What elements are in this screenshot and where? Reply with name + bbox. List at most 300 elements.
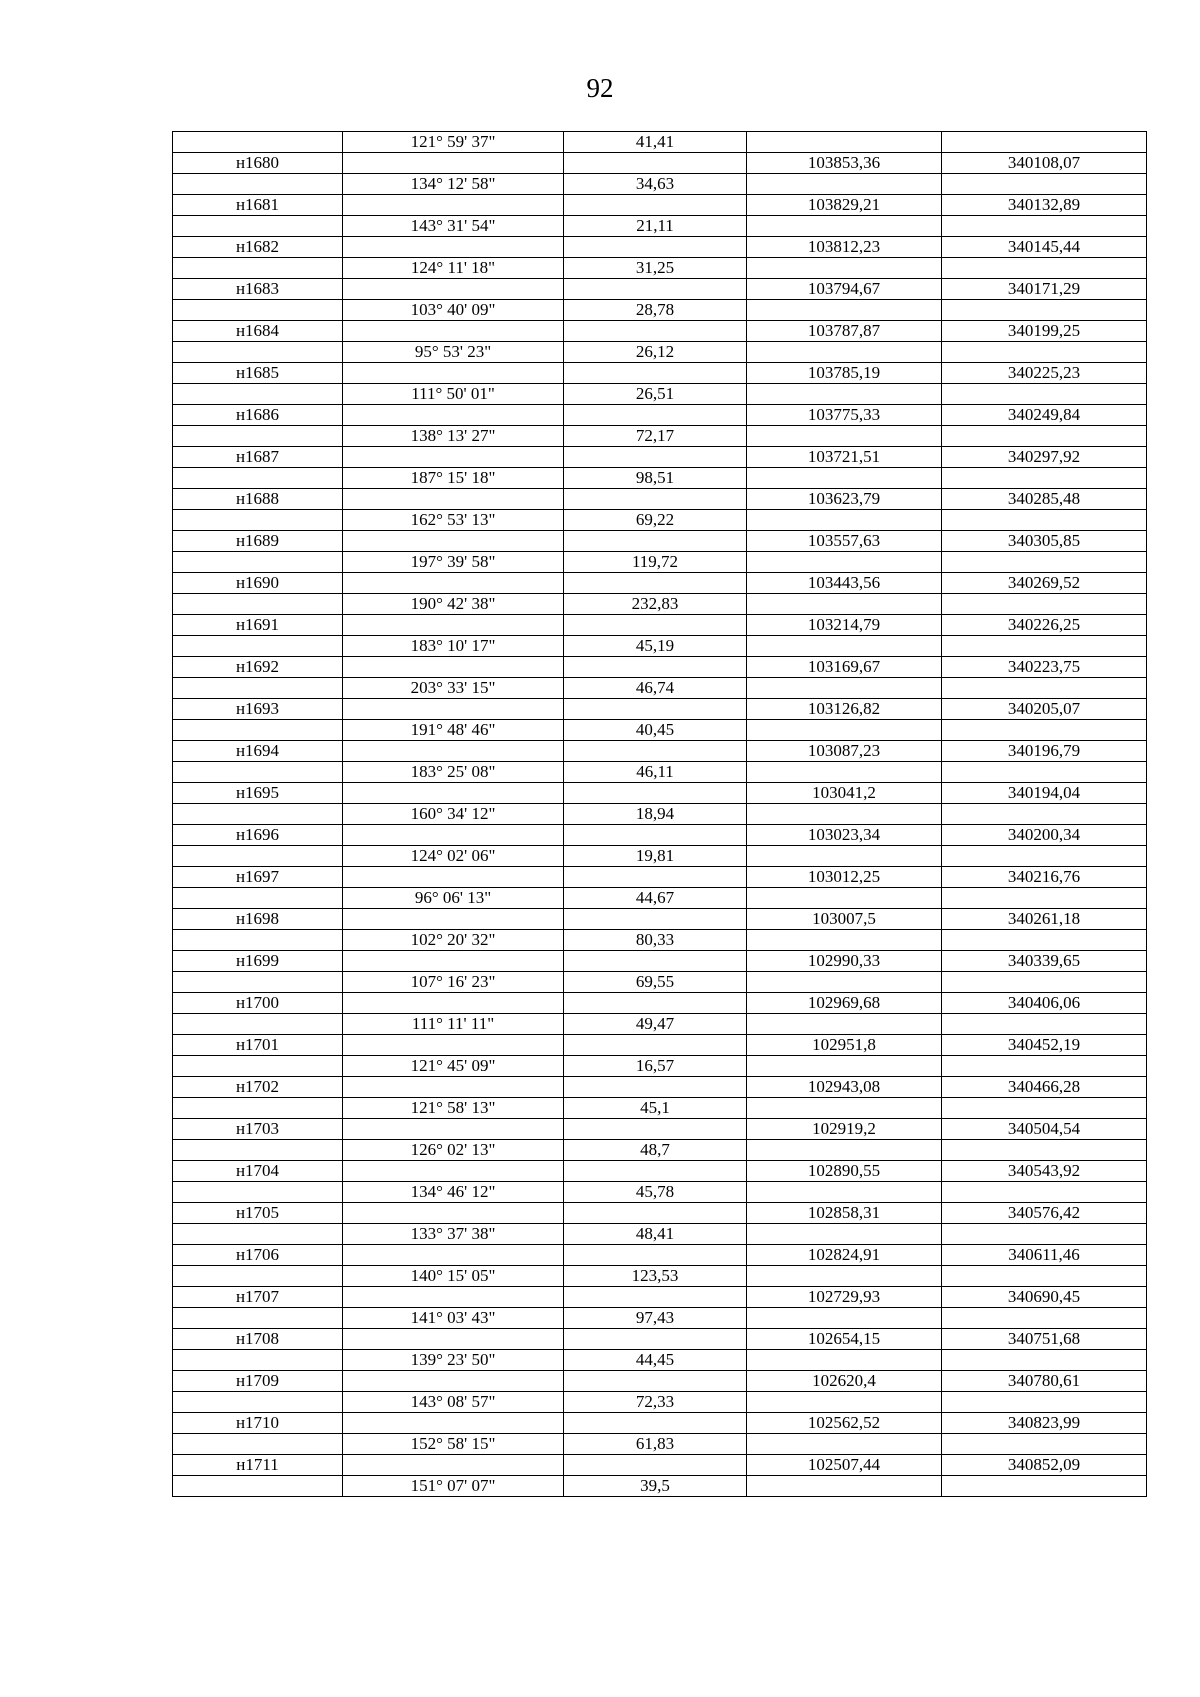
y-coordinate-cell	[942, 594, 1147, 615]
distance-cell	[564, 195, 747, 216]
y-coordinate-cell	[942, 300, 1147, 321]
direction-angle-cell	[343, 1287, 564, 1308]
table-row	[173, 867, 1147, 888]
direction-angle-cell	[343, 1455, 564, 1476]
y-coordinate-cell: 340249,84	[942, 405, 1147, 426]
direction-angle-cell: 124° 11' 18"	[343, 258, 564, 279]
direction-angle-cell	[343, 867, 564, 888]
direction-angle-cell: 102° 20' 32"	[343, 930, 564, 951]
distance-cell: 232,83	[564, 594, 747, 615]
direction-angle-cell: 183° 10' 17"	[343, 636, 564, 657]
point-name-cell: н1680	[173, 153, 343, 174]
distance-cell	[564, 951, 747, 972]
y-coordinate-cell: 340196,79	[942, 741, 1147, 762]
point-name-cell	[173, 426, 343, 447]
y-coordinate-cell	[942, 132, 1147, 153]
table-row	[173, 321, 1147, 342]
point-name-cell	[173, 1224, 343, 1245]
point-name-cell	[173, 1350, 343, 1371]
point-name-cell	[173, 636, 343, 657]
y-coordinate-cell: 340261,18	[942, 909, 1147, 930]
table-row	[173, 972, 1147, 993]
point-name-cell: н1701	[173, 1035, 343, 1056]
direction-angle-cell: 96° 06' 13"	[343, 888, 564, 909]
x-coordinate-cell: 102562,52	[747, 1413, 942, 1434]
table-row	[173, 489, 1147, 510]
point-name-cell	[173, 510, 343, 531]
x-coordinate-cell	[747, 720, 942, 741]
x-coordinate-cell: 103012,25	[747, 867, 942, 888]
point-name-cell: н1682	[173, 237, 343, 258]
y-coordinate-cell	[942, 1224, 1147, 1245]
direction-angle-cell	[343, 447, 564, 468]
distance-cell	[564, 699, 747, 720]
direction-angle-cell	[343, 741, 564, 762]
y-coordinate-cell: 340406,06	[942, 993, 1147, 1014]
distance-cell	[564, 615, 747, 636]
table-row	[173, 1434, 1147, 1455]
x-coordinate-cell: 103785,19	[747, 363, 942, 384]
x-coordinate-cell	[747, 552, 942, 573]
y-coordinate-cell	[942, 720, 1147, 741]
y-coordinate-cell	[942, 1056, 1147, 1077]
direction-angle-cell: 134° 46' 12"	[343, 1182, 564, 1203]
table-row	[173, 699, 1147, 720]
y-coordinate-cell	[942, 762, 1147, 783]
table-row	[173, 1413, 1147, 1434]
y-coordinate-cell: 340226,25	[942, 615, 1147, 636]
y-coordinate-cell: 340199,25	[942, 321, 1147, 342]
table-row	[173, 1455, 1147, 1476]
table-row	[173, 1014, 1147, 1035]
distance-cell	[564, 531, 747, 552]
distance-cell: 16,57	[564, 1056, 747, 1077]
x-coordinate-cell	[747, 300, 942, 321]
y-coordinate-cell	[942, 888, 1147, 909]
distance-cell	[564, 363, 747, 384]
distance-cell: 119,72	[564, 552, 747, 573]
table-row	[173, 153, 1147, 174]
table-row	[173, 510, 1147, 531]
table-row	[173, 1266, 1147, 1287]
table-row	[173, 762, 1147, 783]
table-row	[173, 741, 1147, 762]
distance-cell: 48,7	[564, 1140, 747, 1161]
y-coordinate-cell: 340145,44	[942, 237, 1147, 258]
direction-angle-cell	[343, 153, 564, 174]
point-name-cell	[173, 132, 343, 153]
direction-angle-cell: 141° 03' 43"	[343, 1308, 564, 1329]
x-coordinate-cell: 103169,67	[747, 657, 942, 678]
x-coordinate-cell	[747, 1392, 942, 1413]
distance-cell	[564, 447, 747, 468]
x-coordinate-cell	[747, 636, 942, 657]
point-name-cell	[173, 594, 343, 615]
direction-angle-cell: 140° 15' 05"	[343, 1266, 564, 1287]
direction-angle-cell: 121° 58' 13"	[343, 1098, 564, 1119]
y-coordinate-cell	[942, 510, 1147, 531]
x-coordinate-cell: 103853,36	[747, 153, 942, 174]
table-row	[173, 384, 1147, 405]
x-coordinate-cell: 102507,44	[747, 1455, 942, 1476]
table-row	[173, 237, 1147, 258]
table-row	[173, 363, 1147, 384]
distance-cell	[564, 237, 747, 258]
table-row	[173, 1056, 1147, 1077]
x-coordinate-cell: 102969,68	[747, 993, 942, 1014]
direction-angle-cell: 162° 53' 13"	[343, 510, 564, 531]
y-coordinate-cell	[942, 1266, 1147, 1287]
x-coordinate-cell: 103041,2	[747, 783, 942, 804]
y-coordinate-cell: 340543,92	[942, 1161, 1147, 1182]
direction-angle-cell: 160° 34' 12"	[343, 804, 564, 825]
x-coordinate-cell: 102654,15	[747, 1329, 942, 1350]
x-coordinate-cell	[747, 930, 942, 951]
direction-angle-cell: 121° 59' 37"	[343, 132, 564, 153]
table-row	[173, 615, 1147, 636]
direction-angle-cell	[343, 699, 564, 720]
direction-angle-cell: 126° 02' 13"	[343, 1140, 564, 1161]
table-row	[173, 1182, 1147, 1203]
y-coordinate-cell	[942, 846, 1147, 867]
distance-cell: 48,41	[564, 1224, 747, 1245]
point-name-cell: н1684	[173, 321, 343, 342]
direction-angle-cell	[343, 1329, 564, 1350]
direction-angle-cell	[343, 909, 564, 930]
point-name-cell: н1705	[173, 1203, 343, 1224]
point-name-cell	[173, 342, 343, 363]
table-row	[173, 1098, 1147, 1119]
direction-angle-cell	[343, 405, 564, 426]
distance-cell	[564, 573, 747, 594]
distance-cell: 97,43	[564, 1308, 747, 1329]
point-name-cell: н1709	[173, 1371, 343, 1392]
y-coordinate-cell	[942, 426, 1147, 447]
x-coordinate-cell: 102620,4	[747, 1371, 942, 1392]
direction-angle-cell	[343, 1203, 564, 1224]
distance-cell: 28,78	[564, 300, 747, 321]
direction-angle-cell	[343, 1371, 564, 1392]
direction-angle-cell	[343, 1119, 564, 1140]
direction-angle-cell: 124° 02' 06"	[343, 846, 564, 867]
point-name-cell	[173, 216, 343, 237]
y-coordinate-cell: 340504,54	[942, 1119, 1147, 1140]
y-coordinate-cell	[942, 1140, 1147, 1161]
point-name-cell: н1706	[173, 1245, 343, 1266]
x-coordinate-cell	[747, 972, 942, 993]
x-coordinate-cell: 103023,34	[747, 825, 942, 846]
x-coordinate-cell: 103126,82	[747, 699, 942, 720]
x-coordinate-cell: 103775,33	[747, 405, 942, 426]
table-row	[173, 468, 1147, 489]
direction-angle-cell	[343, 783, 564, 804]
y-coordinate-cell: 340452,19	[942, 1035, 1147, 1056]
direction-angle-cell: 138° 13' 27"	[343, 426, 564, 447]
point-name-cell	[173, 804, 343, 825]
x-coordinate-cell	[747, 762, 942, 783]
x-coordinate-cell	[747, 888, 942, 909]
x-coordinate-cell	[747, 1140, 942, 1161]
x-coordinate-cell: 103623,79	[747, 489, 942, 510]
direction-angle-cell: 107° 16' 23"	[343, 972, 564, 993]
direction-angle-cell	[343, 993, 564, 1014]
y-coordinate-cell: 340200,34	[942, 825, 1147, 846]
distance-cell: 26,51	[564, 384, 747, 405]
distance-cell	[564, 489, 747, 510]
direction-angle-cell: 143° 08' 57"	[343, 1392, 564, 1413]
point-name-cell	[173, 1014, 343, 1035]
x-coordinate-cell	[747, 384, 942, 405]
y-coordinate-cell	[942, 468, 1147, 489]
y-coordinate-cell: 340194,04	[942, 783, 1147, 804]
direction-angle-cell: 111° 11' 11"	[343, 1014, 564, 1035]
x-coordinate-cell	[747, 1266, 942, 1287]
distance-cell: 46,11	[564, 762, 747, 783]
y-coordinate-cell	[942, 342, 1147, 363]
table-row	[173, 1371, 1147, 1392]
point-name-cell	[173, 1098, 343, 1119]
y-coordinate-cell	[942, 1014, 1147, 1035]
direction-angle-cell: 183° 25' 08"	[343, 762, 564, 783]
y-coordinate-cell: 340780,61	[942, 1371, 1147, 1392]
distance-cell: 41,41	[564, 132, 747, 153]
y-coordinate-cell: 340690,45	[942, 1287, 1147, 1308]
point-name-cell: н1696	[173, 825, 343, 846]
point-name-cell: н1691	[173, 615, 343, 636]
point-name-cell: н1708	[173, 1329, 343, 1350]
table-row	[173, 1392, 1147, 1413]
point-name-cell: н1698	[173, 909, 343, 930]
distance-cell: 80,33	[564, 930, 747, 951]
distance-cell	[564, 1371, 747, 1392]
table-row	[173, 930, 1147, 951]
distance-cell	[564, 1413, 747, 1434]
table-row	[173, 426, 1147, 447]
table-row	[173, 258, 1147, 279]
direction-angle-cell	[343, 1077, 564, 1098]
point-name-cell	[173, 552, 343, 573]
direction-angle-cell: 190° 42' 38"	[343, 594, 564, 615]
point-name-cell	[173, 930, 343, 951]
table-row	[173, 951, 1147, 972]
direction-angle-cell: 133° 37' 38"	[343, 1224, 564, 1245]
point-name-cell: н1704	[173, 1161, 343, 1182]
point-name-cell: н1686	[173, 405, 343, 426]
y-coordinate-cell: 340339,65	[942, 951, 1147, 972]
point-name-cell	[173, 1476, 343, 1497]
distance-cell	[564, 867, 747, 888]
y-coordinate-cell: 340108,07	[942, 153, 1147, 174]
table-row	[173, 1077, 1147, 1098]
y-coordinate-cell: 340171,29	[942, 279, 1147, 300]
y-coordinate-cell	[942, 1098, 1147, 1119]
point-name-cell: н1703	[173, 1119, 343, 1140]
distance-cell	[564, 1287, 747, 1308]
distance-cell	[564, 1329, 747, 1350]
direction-angle-cell: 139° 23' 50"	[343, 1350, 564, 1371]
table-row	[173, 531, 1147, 552]
table-row	[173, 1308, 1147, 1329]
table-body	[173, 132, 1147, 1497]
x-coordinate-cell: 103829,21	[747, 195, 942, 216]
x-coordinate-cell: 103557,63	[747, 531, 942, 552]
direction-angle-cell	[343, 237, 564, 258]
distance-cell: 44,67	[564, 888, 747, 909]
table-row	[173, 195, 1147, 216]
table-row	[173, 846, 1147, 867]
point-name-cell: н1685	[173, 363, 343, 384]
point-name-cell	[173, 762, 343, 783]
point-name-cell	[173, 1140, 343, 1161]
distance-cell	[564, 1035, 747, 1056]
distance-cell	[564, 405, 747, 426]
distance-cell	[564, 741, 747, 762]
y-coordinate-cell: 340751,68	[942, 1329, 1147, 1350]
x-coordinate-cell	[747, 1224, 942, 1245]
y-coordinate-cell	[942, 1392, 1147, 1413]
distance-cell	[564, 993, 747, 1014]
table-row	[173, 678, 1147, 699]
direction-angle-cell: 203° 33' 15"	[343, 678, 564, 699]
distance-cell: 123,53	[564, 1266, 747, 1287]
distance-cell: 26,12	[564, 342, 747, 363]
distance-cell: 31,25	[564, 258, 747, 279]
distance-cell	[564, 1119, 747, 1140]
y-coordinate-cell: 340223,75	[942, 657, 1147, 678]
y-coordinate-cell: 340297,92	[942, 447, 1147, 468]
table-row	[173, 594, 1147, 615]
point-name-cell: н1689	[173, 531, 343, 552]
table-row	[173, 825, 1147, 846]
distance-cell	[564, 153, 747, 174]
table-row	[173, 300, 1147, 321]
point-name-cell: н1694	[173, 741, 343, 762]
distance-cell: 39,5	[564, 1476, 747, 1497]
y-coordinate-cell: 340852,09	[942, 1455, 1147, 1476]
distance-cell: 72,17	[564, 426, 747, 447]
table-row	[173, 909, 1147, 930]
x-coordinate-cell: 102729,93	[747, 1287, 942, 1308]
distance-cell: 45,1	[564, 1098, 747, 1119]
x-coordinate-cell: 102858,31	[747, 1203, 942, 1224]
distance-cell: 69,55	[564, 972, 747, 993]
direction-angle-cell	[343, 1161, 564, 1182]
direction-angle-cell: 95° 53' 23"	[343, 342, 564, 363]
table-row	[173, 636, 1147, 657]
direction-angle-cell	[343, 825, 564, 846]
x-coordinate-cell	[747, 1014, 942, 1035]
table-row	[173, 1119, 1147, 1140]
distance-cell: 46,74	[564, 678, 747, 699]
x-coordinate-cell	[747, 1308, 942, 1329]
point-name-cell	[173, 1392, 343, 1413]
point-name-cell: н1693	[173, 699, 343, 720]
x-coordinate-cell	[747, 468, 942, 489]
table-row	[173, 1329, 1147, 1350]
y-coordinate-cell	[942, 636, 1147, 657]
direction-angle-cell: 187° 15' 18"	[343, 468, 564, 489]
y-coordinate-cell: 340611,46	[942, 1245, 1147, 1266]
point-name-cell	[173, 300, 343, 321]
page-number: 92	[586, 73, 614, 103]
point-name-cell: н1681	[173, 195, 343, 216]
y-coordinate-cell	[942, 1308, 1147, 1329]
direction-angle-cell: 111° 50' 01"	[343, 384, 564, 405]
point-name-cell: н1707	[173, 1287, 343, 1308]
y-coordinate-cell	[942, 678, 1147, 699]
point-name-cell	[173, 1182, 343, 1203]
direction-angle-cell: 121° 45' 09"	[343, 1056, 564, 1077]
table-row	[173, 888, 1147, 909]
point-name-cell	[173, 1266, 343, 1287]
distance-cell: 45,19	[564, 636, 747, 657]
y-coordinate-cell	[942, 216, 1147, 237]
direction-angle-cell	[343, 321, 564, 342]
table-row	[173, 1140, 1147, 1161]
y-coordinate-cell: 340216,76	[942, 867, 1147, 888]
y-coordinate-cell	[942, 174, 1147, 195]
y-coordinate-cell: 340305,85	[942, 531, 1147, 552]
x-coordinate-cell: 103794,67	[747, 279, 942, 300]
table-row	[173, 804, 1147, 825]
point-name-cell: н1692	[173, 657, 343, 678]
x-coordinate-cell: 103214,79	[747, 615, 942, 636]
point-name-cell	[173, 972, 343, 993]
y-coordinate-cell: 340132,89	[942, 195, 1147, 216]
distance-cell: 45,78	[564, 1182, 747, 1203]
direction-angle-cell	[343, 531, 564, 552]
direction-angle-cell: 151° 07' 07"	[343, 1476, 564, 1497]
table-row	[173, 1287, 1147, 1308]
direction-angle-cell: 197° 39' 58"	[343, 552, 564, 573]
distance-cell	[564, 909, 747, 930]
table-row	[173, 132, 1147, 153]
y-coordinate-cell	[942, 384, 1147, 405]
table-row	[173, 1476, 1147, 1497]
table-row	[173, 1203, 1147, 1224]
point-name-cell: н1710	[173, 1413, 343, 1434]
direction-angle-cell	[343, 489, 564, 510]
x-coordinate-cell	[747, 132, 942, 153]
direction-angle-cell: 152° 58' 15"	[343, 1434, 564, 1455]
distance-cell	[564, 279, 747, 300]
x-coordinate-cell	[747, 1434, 942, 1455]
y-coordinate-cell	[942, 972, 1147, 993]
point-name-cell	[173, 468, 343, 489]
table-row	[173, 216, 1147, 237]
x-coordinate-cell	[747, 174, 942, 195]
direction-angle-cell: 134° 12' 58"	[343, 174, 564, 195]
distance-cell	[564, 321, 747, 342]
direction-angle-cell: 143° 31' 54"	[343, 216, 564, 237]
y-coordinate-cell: 340466,28	[942, 1077, 1147, 1098]
point-name-cell	[173, 678, 343, 699]
x-coordinate-cell: 102951,8	[747, 1035, 942, 1056]
table-row	[173, 573, 1147, 594]
x-coordinate-cell: 102890,55	[747, 1161, 942, 1182]
point-name-cell: н1688	[173, 489, 343, 510]
table-row	[173, 1161, 1147, 1182]
table-row	[173, 720, 1147, 741]
point-name-cell: н1687	[173, 447, 343, 468]
y-coordinate-cell: 340225,23	[942, 363, 1147, 384]
y-coordinate-cell	[942, 552, 1147, 573]
direction-angle-cell: 191° 48' 46"	[343, 720, 564, 741]
distance-cell: 69,22	[564, 510, 747, 531]
table-row	[173, 405, 1147, 426]
distance-cell: 21,11	[564, 216, 747, 237]
distance-cell	[564, 783, 747, 804]
